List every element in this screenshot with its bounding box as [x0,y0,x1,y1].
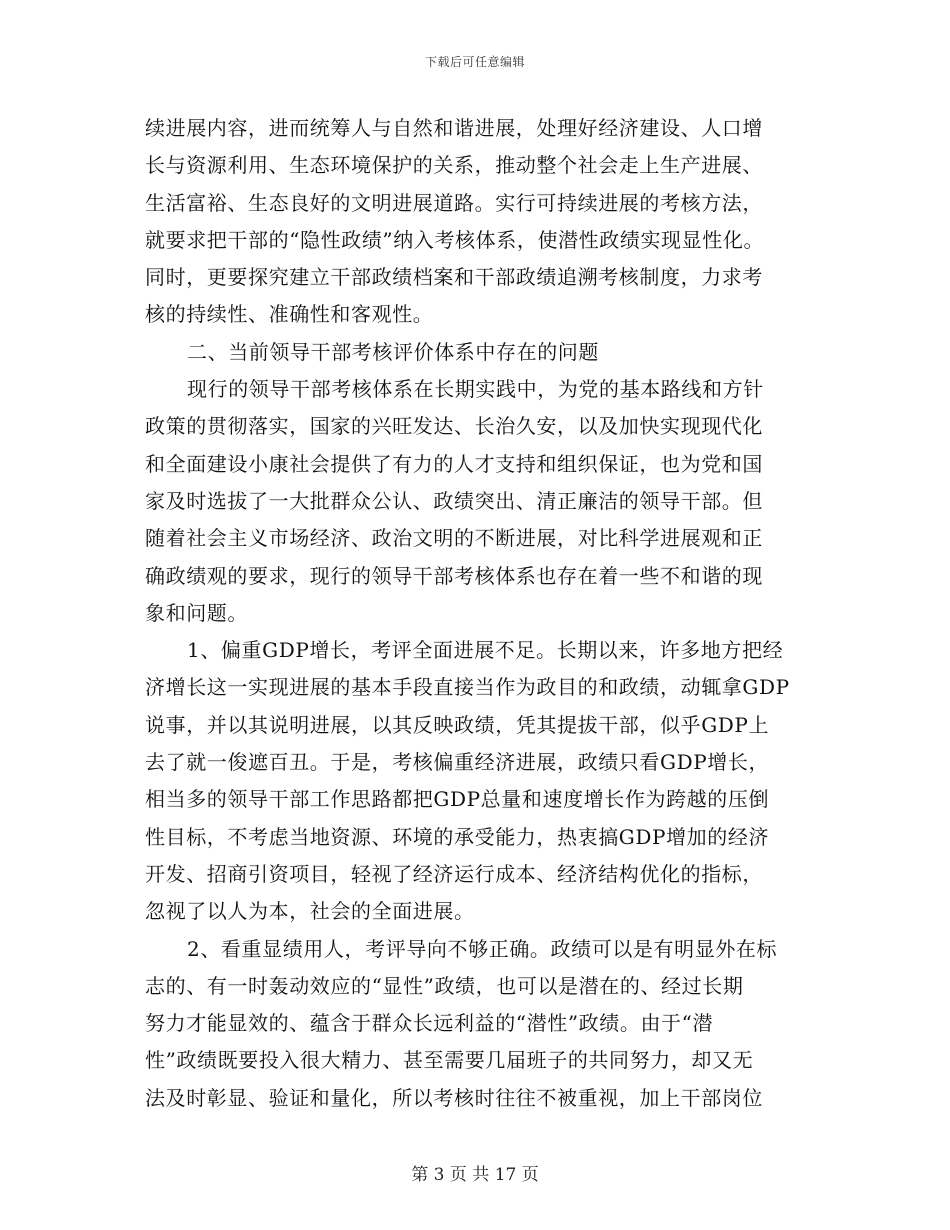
page-footer [0,1160,950,1185]
text-line: 家及时选拔了一大批群众公认、政绩突出、清正廉洁的领导干部。但 [145,488,763,513]
text-line: 济增长这一实现进展的基本手段直接当作为政目的和政绩，动辄拿GDP [145,675,790,700]
text-line: 就要求把干部的“隐性政绩”纳入考核体系，使潜性政绩实现显性化。 [145,227,765,252]
text-line: 忽视了以人为本，社会的全面进展。 [145,899,475,924]
text-line: 同时，更要探究建立干部政绩档案和干部政绩追溯考核制度，力求考 [145,265,763,290]
text-line: 政策的贯彻落实，国家的兴旺发达、长治久安，以及加快实现现代化 [145,414,763,439]
text-line: 随着社会主义市场经济、政治文明的不断进展，对比科学进展观和正 [145,526,763,551]
text-line: 和全面建设小康社会提供了有力的人才支持和组织保证，也为党和国 [145,451,763,476]
page-header: 下载后可任意编辑 [424,55,525,69]
text-line: 志的、有一时轰动效应的“显性”政绩，也可以是潜在的、经过长期 [145,973,744,998]
text-line: 去了就一俊遮百丑。于是，考核偏重经济进展，政绩只看GDP增长， [145,750,770,775]
text-line: 1、偏重GDP增长，考评全面进展不足。长期以来，许多地方把经 [187,638,784,663]
document-body [145,110,810,1117]
page-number-text: 第 3 页 共 17 页 [411,1165,539,1185]
text-line: 现行的领导干部考核体系在长期实践中，为党的基本路线和方针 [187,377,764,402]
text-line: 续进展内容，进而统筹人与自然和谐进展，处理好经济建设、人口增 [145,116,763,140]
text-line: 2、看重显绩用人，考评导向不够正确。政绩可以是有明显外在标 [187,936,778,961]
text-line: 二、当前领导干部考核评价体系中存在的问题 [187,339,599,364]
text-line: 开发、招商引资项目，轻视了经济运行成本、经济结构优化的指标， [145,861,763,886]
text-line: 核的持续性、准确性和客观性。 [145,302,434,327]
text-line: 性”政绩既要投入很大精力、甚至需要几届班子的共同努力，却又无 [145,1048,754,1073]
text-line: 努力才能显效的、蕴含于群众长远利益的“潜性”政绩。由于“潜 [145,1011,714,1036]
text-line: 生活富裕、生态良好的文明进展道路。实行可持续进展的考核方法， [145,190,763,215]
text-line: 长与资源利用、生态环境保护的关系，推动整个社会走上生产进展、 [145,153,763,178]
text-line: 确政绩观的要求，现行的领导干部考核体系也存在着一些不和谐的现 [145,563,763,588]
text-line: 性目标，不考虑当地资源、环境的承受能力，热衷搞GDP增加的经济 [145,824,770,849]
text-line: 相当多的领导干部工作思路都把GDP总量和速度增长作为跨越的压倒 [145,787,770,812]
text-line: 说事，并以其说明进展，以其反映政绩，凭其提拔干部，似乎GDP上 [145,712,770,737]
text-line: 法及时彰显、验证和量化，所以考核时往往不被重视，加上干部岗位 [145,1085,763,1110]
text-line: 象和问题。 [145,600,248,625]
